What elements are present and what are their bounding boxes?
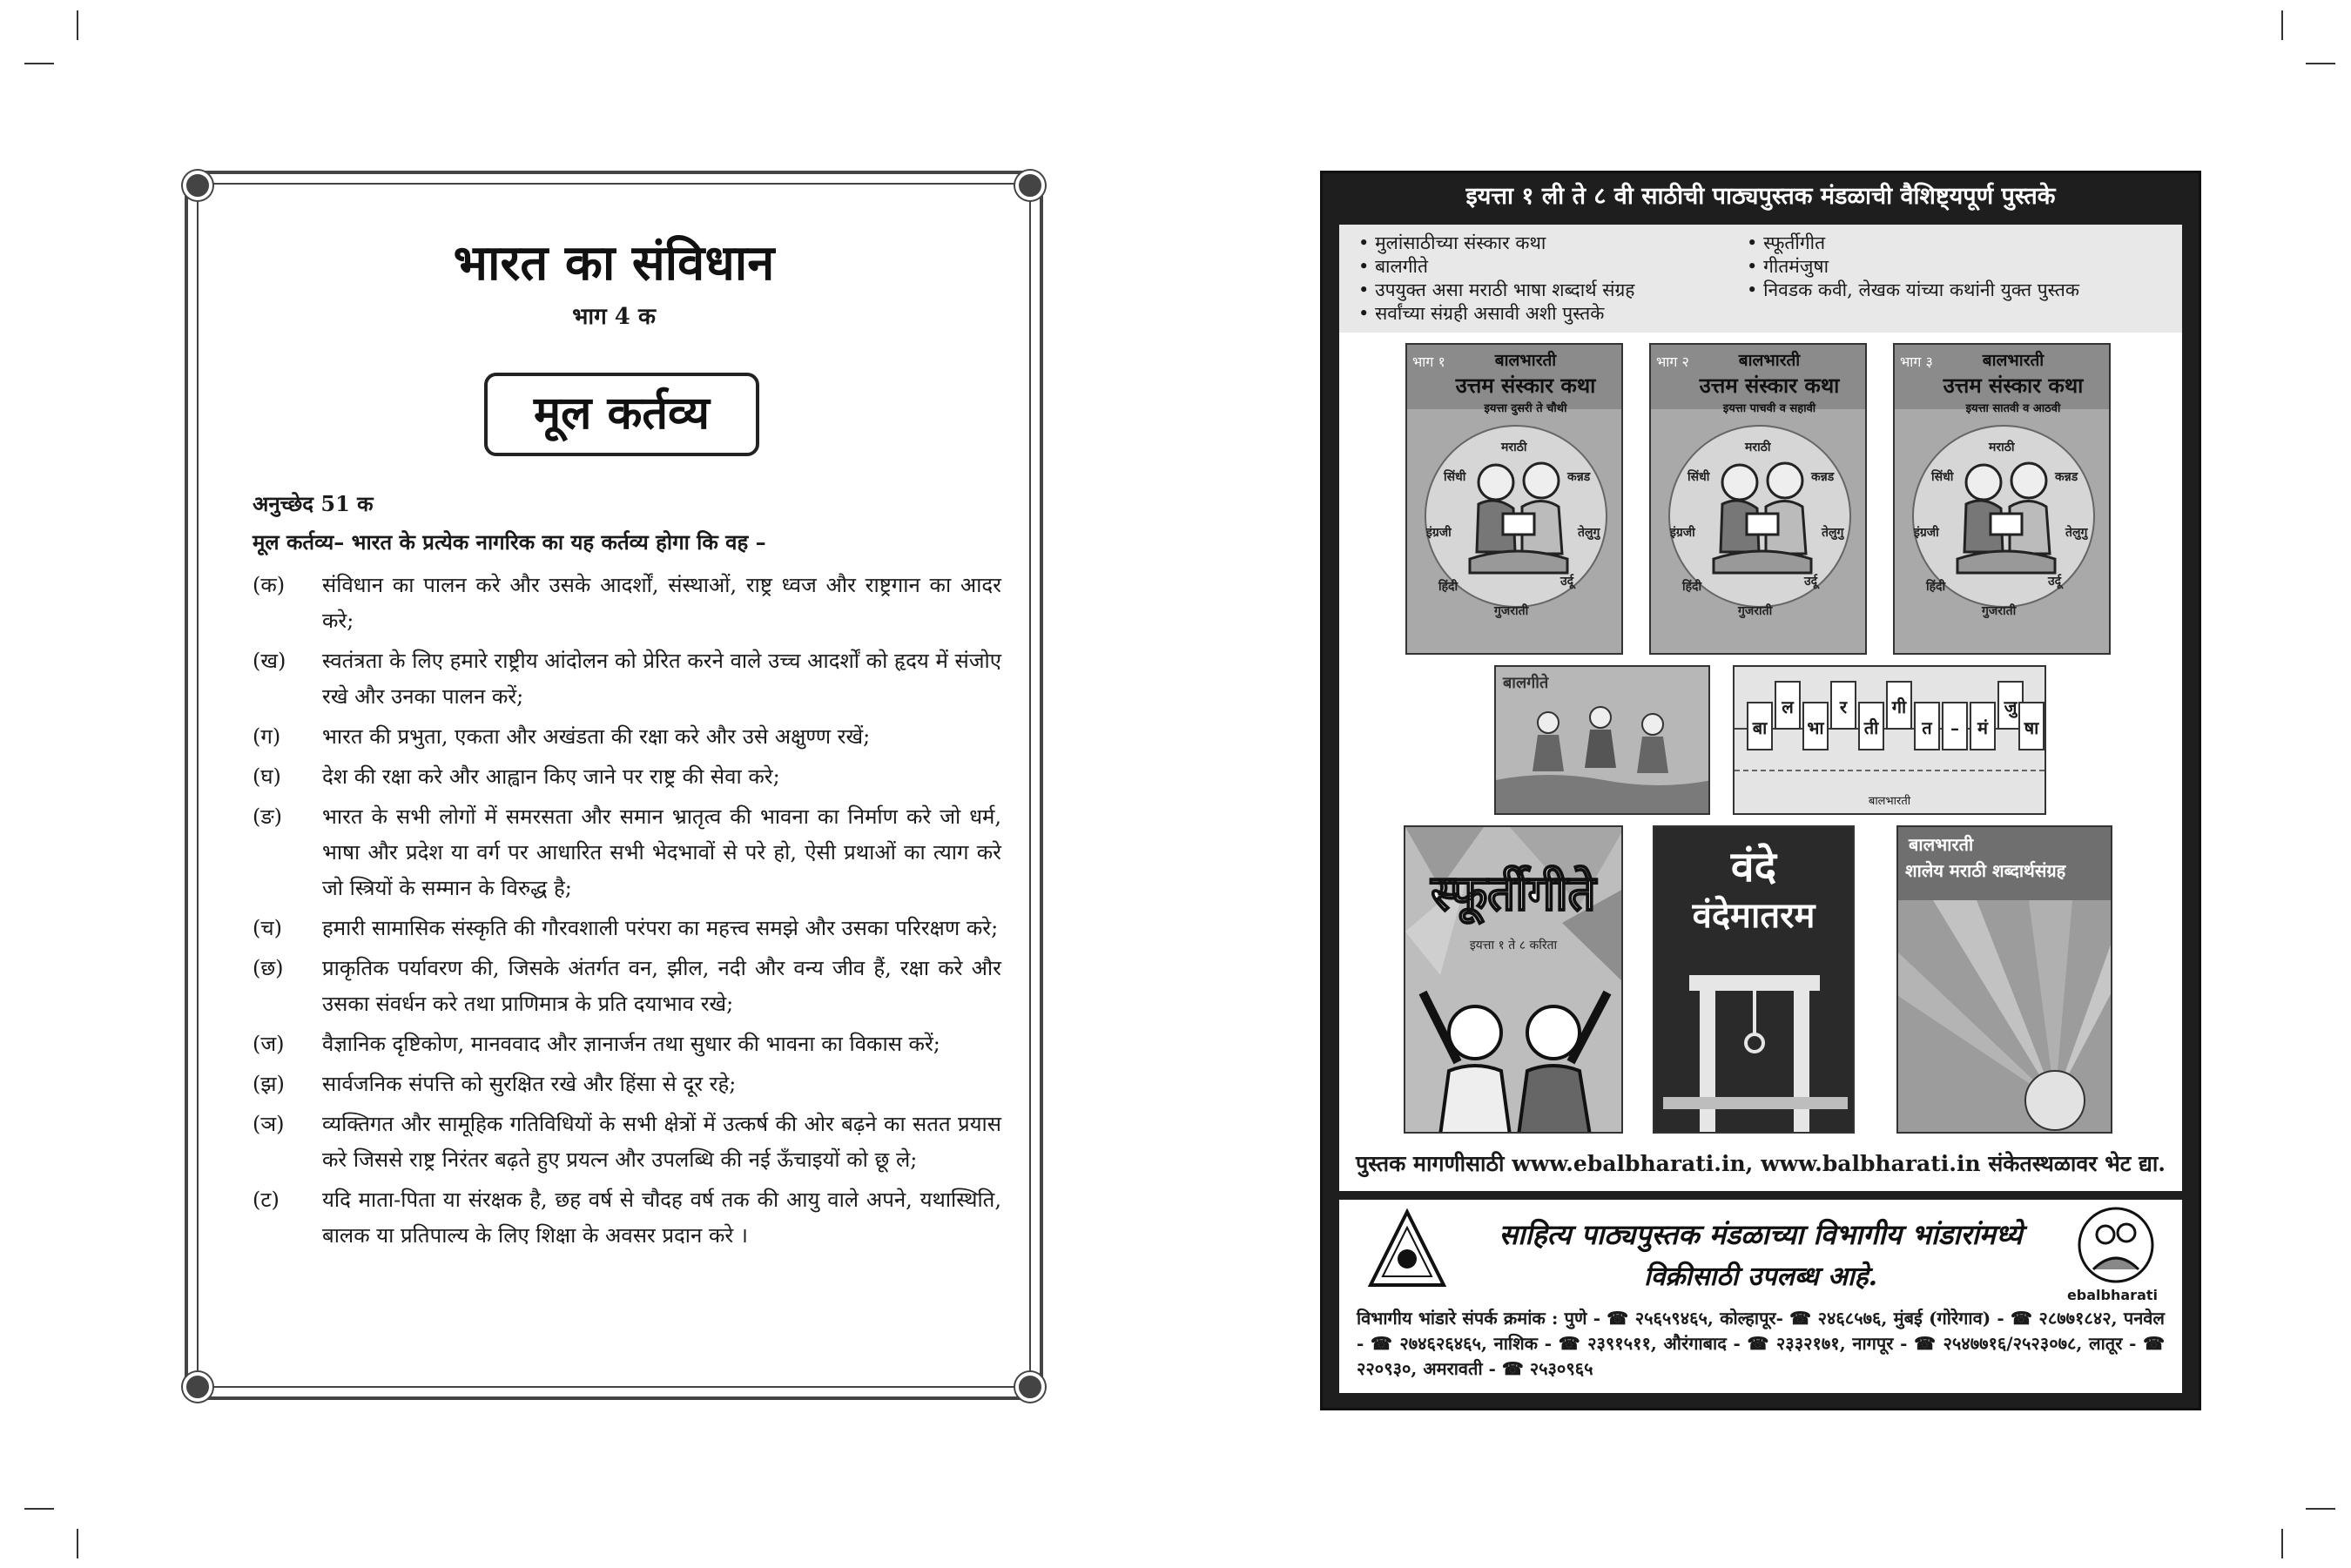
availability-line-1: साहित्य पाठ्यपुस्तक मंडळाच्या विभागीय भांडारांमध्ये [1499, 1218, 2023, 1251]
duty-marker: (ञ) [253, 1112, 285, 1136]
list-item [253, 1026, 1001, 1062]
wheel-label: हिंदी [1682, 580, 1702, 594]
duty-text: सार्वजनिक संपत्ति को सुरक्षित रखे और हिंसा से दूर रहे; [322, 1072, 737, 1096]
crop-mark [2306, 63, 2335, 64]
title-letter: जु [1997, 681, 2024, 730]
children-reading-illustration [1949, 456, 2062, 578]
list-item: • स्फूर्तीगीत [1747, 232, 2079, 255]
duty-text: भारत के सभी लोगों में समरसता और समान भ्रातृत्व की भावना का निर्माण करे जो धर्म, भाषा और प्रदेश या वर्ग पर आधारित सभी भेदभावों से परे हो, ऐसी प्रथाओं का त्याग करे जो स्त्रियों के सम्मान के विरुद्ध है; [322, 804, 1001, 900]
duties-list [253, 568, 1001, 1258]
book-part: भाग १ [1412, 353, 1445, 370]
book-series: बालभारती [1494, 351, 1557, 370]
wheel-label: सिंधी [1687, 470, 1710, 484]
book-title-block [1433, 348, 1618, 415]
duty-marker: (छ) [253, 956, 284, 980]
wheel-label: गुजराती [1494, 604, 1529, 618]
wheel-label: सिंधी [1444, 470, 1466, 484]
wheel-label: मराठी [1745, 441, 1771, 454]
title-letter: ती [1858, 702, 1884, 750]
duty-marker: (क) [253, 573, 286, 597]
book-cover-vandemataram [1653, 825, 1855, 1134]
book-title: बालगीते [1503, 674, 1549, 692]
crop-mark [2281, 10, 2283, 40]
children-playing-illustration [1496, 693, 1710, 815]
book-part: भाग २ [1656, 353, 1689, 370]
features-right-list [1747, 232, 2079, 302]
book-title: उत्तम संस्कार कथा [1699, 373, 1840, 398]
rays-illustration [1898, 900, 2112, 1134]
duty-marker: (ट) [253, 1188, 280, 1212]
book-title: उत्तम संस्कार कथा [1455, 373, 1596, 398]
wheel-label: सिंधी [1931, 470, 1954, 484]
title-letter: ल [1775, 681, 1801, 730]
publisher-label: बालभारती [1868, 795, 1911, 808]
crop-mark [24, 63, 54, 64]
corner-ornament [1015, 171, 1045, 200]
crop-mark [77, 1529, 78, 1558]
order-info-line: पुस्तक मागणीसाठी www.ebalbharati.in, www.balbharati.in संकेतस्थळावर भेट द्या. [1339, 1142, 2182, 1191]
book-cover-shabdarth [1896, 825, 2112, 1134]
wheel-label: तेलुगु [1578, 526, 1600, 540]
duty-text: भारत की प्रभुता, एकता और अखंडता की रक्षा करे और उसे अक्षुण्ण रखें; [322, 724, 871, 749]
book-cover-sanskar-1 [1405, 343, 1623, 655]
wheel-label: कन्नड [1567, 470, 1591, 484]
advert-header: इयत्ता १ ली ते ८ वी साठीची पाठ्यपुस्तक मंडळाची वैशिष्ट्यपूर्ण पुस्तके [1465, 183, 2056, 210]
wheel-label: मराठी [1989, 441, 2015, 454]
duty-text: स्वतंत्रता के लिए हमारे राष्ट्रीय आंदोलन को प्रेरित करने वाले उच्च आदर्शों को हृदय में संजोए रखे और उनका पालन करें; [322, 649, 1001, 709]
duty-text: यदि माता-पिता या संरक्षक है, छह वर्ष से चौदह वर्ष तक की आयु वाले अपने, यथास्थिति, बालक या प्रतिपाल्य के लिए शिक्षा के अवसर प्रदान करे । [322, 1188, 1001, 1248]
book-title: उत्तम संस्कार कथा [1943, 373, 2084, 398]
page-title: भारत का संविधान [453, 234, 775, 292]
duty-text: प्राकृतिक पर्यावरण की, जिसके अंतर्गत वन, झील, नदी और वन्य जीव हैं, रक्षा करे और उसका संवर्धन करे तथा प्राणिमात्र के प्रति दयाभाव रखे; [322, 956, 1001, 1016]
list-item [253, 799, 1001, 906]
book-grades: इयत्ता १ ते ८ करिता [1469, 939, 1558, 952]
wheel-label: इंग्रजी [1670, 526, 1695, 540]
book-gallery [1339, 333, 2182, 1142]
title-letter: त [1914, 702, 1940, 750]
title-letter: गी [1886, 681, 1912, 730]
ebalbharati-label: ebalbharati [2066, 1287, 2158, 1303]
children-cheering-illustration [1405, 958, 1623, 1134]
crop-mark [77, 10, 78, 40]
wheel-label: उर्दू [1804, 575, 1818, 589]
crop-mark [24, 1508, 54, 1510]
list-item: • उपयुक्त असा मराठी भाषा शब्दार्थ संग्रह [1358, 279, 1634, 302]
wheel-label: इंग्रजी [1426, 526, 1452, 540]
wheel-label: गुजराती [1982, 604, 2017, 618]
book-cover-geetmanjusha [1733, 665, 2046, 815]
title-letter: षा [2018, 702, 2044, 750]
book-title-block [1921, 348, 2105, 415]
wheel-label: उर्दू [1560, 575, 1574, 589]
book-cover-sphurtigeete [1404, 825, 1623, 1134]
wheel-label: कन्नड [1811, 470, 1835, 484]
duty-marker: (ज) [253, 1032, 285, 1056]
wheel-label: हिंदी [1926, 580, 1946, 594]
duty-marker: (घ) [253, 764, 281, 789]
list-item [253, 1182, 1001, 1254]
book-title-line2: वंदेमातरम [1692, 895, 1815, 936]
list-item [253, 719, 1001, 755]
features-panel [1339, 225, 2182, 333]
book-grades: इयत्ता सातवी व आठवी [1965, 402, 2061, 415]
wheel-label: इंग्रजी [1914, 526, 1939, 540]
list-item: • मुलांसाठीच्या संस्कार कथा [1358, 232, 1634, 255]
duty-marker: (च) [253, 916, 282, 940]
list-item [253, 951, 1001, 1022]
availability-line-2: विक्रीसाठी उपलब्ध आहे. [1643, 1262, 1878, 1292]
duty-marker: (झ) [253, 1072, 285, 1096]
book-title-block [1677, 348, 1862, 415]
book-grades: इयत्ता पाचवी व सहावी [1722, 402, 1816, 415]
book-part: भाग ३ [1900, 353, 1933, 370]
depot-contacts: विभागीय भांडारे संपर्क क्रमांक : पुणे - ☎ २५६५९४६५, कोल्हापूर- ☎ २४६८५७६, मुंबई (गोरेगाव) - ☎ २८७७१८४२, पनवेल - ☎ २७४६२६४६५, नाशिक - ☎ २३९१५११, औरंगाबाद - ☎ २३३२१७१, नागपूर - ☎ २५४७७१६/२५२३०७८, लातूर - ☎ २२०९३०, अमरावती - ☎ २५३०९६५ [1357, 1308, 2165, 1379]
duties-intro: मूल कर्तव्य– भारत के प्रत्येक नागरिक का यह कर्तव्य होगा कि वह – [253, 529, 766, 555]
duty-marker: (ग) [253, 724, 281, 749]
article-number: अनुच्छेद 51 क [253, 491, 374, 516]
list-item [253, 643, 1001, 715]
list-item [253, 568, 1001, 639]
list-item: • निवडक कवी, लेखक यांच्या कथांनी युक्त पुस्तक [1747, 279, 2079, 302]
wheel-label: गुजराती [1738, 604, 1773, 618]
book-cover-sanskar-3 [1893, 343, 2111, 655]
book-cover-sanskar-2 [1649, 343, 1867, 655]
wheel-label: मराठी [1501, 441, 1527, 454]
children-reading-illustration [1461, 456, 1574, 578]
duty-text: व्यक्तिगत और सामूहिक गतिविधियों के सभी क्षेत्रों में उत्कर्ष की ओर बढ़ने का सतत प्रयास करे जिससे राष्ट्र निरंतर बढ़ते हुए प्रयत्न और उपलब्धि की नई ऊँचाइयों को छू ले; [322, 1112, 1001, 1172]
duty-text: हमारी सामासिक संस्कृति की गौरवशाली परंपरा का महत्त्व समझे और उसका परिरक्षण करे; [322, 916, 999, 940]
title-letter: – [1942, 702, 1968, 750]
title-letter: मं [1970, 702, 1996, 750]
corner-ornament [183, 1372, 212, 1402]
gallows-illustration [1654, 949, 1855, 1134]
title-letter: बा [1747, 702, 1773, 750]
duty-marker: (ङ) [253, 804, 283, 829]
duty-marker: (ख) [253, 649, 286, 673]
corner-ornament [183, 171, 212, 200]
list-item [253, 1107, 1001, 1178]
duty-text: संविधान का पालन करे और उसके आदर्शों, संस्थाओं, राष्ट्र ध्वज और राष्ट्रगान का आदर करे; [322, 573, 1001, 633]
book-series: बालभारती [1982, 351, 2044, 370]
duty-text: देश की रक्षा करे और आह्वान किए जाने पर राष्ट्र की सेवा करे; [322, 764, 780, 789]
list-item: • सर्वांच्या संग्रही असावी अशी पुस्तके [1358, 302, 1634, 326]
book-grades: इयत्ता दुसरी ते चौथी [1484, 402, 1567, 415]
part-subtitle: भाग 4 क [572, 304, 656, 330]
wheel-label: तेलुगु [1822, 526, 1844, 540]
list-item [253, 759, 1001, 795]
crop-mark [2281, 1529, 2283, 1558]
duties-heading: मूल कर्तव्य [484, 373, 759, 456]
availability-panel [1339, 1200, 2182, 1393]
book-title: शालेय मराठी शब्दार्थसंग्रह [1905, 860, 2066, 881]
book-title: स्फूर्तीगीते [1431, 865, 1596, 922]
list-item: • बालगीते [1358, 255, 1634, 279]
ebalbharati-logo-icon [2076, 1205, 2156, 1285]
wheel-label: हिंदी [1438, 580, 1458, 594]
wheel-label: तेलुगु [2065, 526, 2088, 540]
corner-ornament [1015, 1372, 1045, 1402]
book-series: बालभारती [1909, 834, 1974, 855]
list-item: • गीतमंजुषा [1747, 255, 2079, 279]
title-letter: र [1830, 681, 1856, 730]
list-item [253, 911, 1001, 946]
title-letter: भा [1802, 702, 1829, 750]
children-reading-illustration [1705, 456, 1818, 578]
book-series: बालभारती [1738, 351, 1801, 370]
book-title-line1: वंदे [1730, 843, 1777, 892]
wheel-label: उर्दू [2048, 575, 2062, 589]
features-left-list [1358, 232, 1634, 326]
crop-mark [2306, 1508, 2335, 1510]
staff-line [1735, 770, 2044, 771]
duty-text: वैज्ञानिक दृष्टिकोण, मानववाद और ज्ञानार्जन तथा सुधार की भावना का विकास करें; [322, 1032, 940, 1056]
book-cover-balgeete [1494, 665, 1710, 815]
wheel-label: कन्नड [2055, 470, 2078, 484]
list-item [253, 1067, 1001, 1102]
